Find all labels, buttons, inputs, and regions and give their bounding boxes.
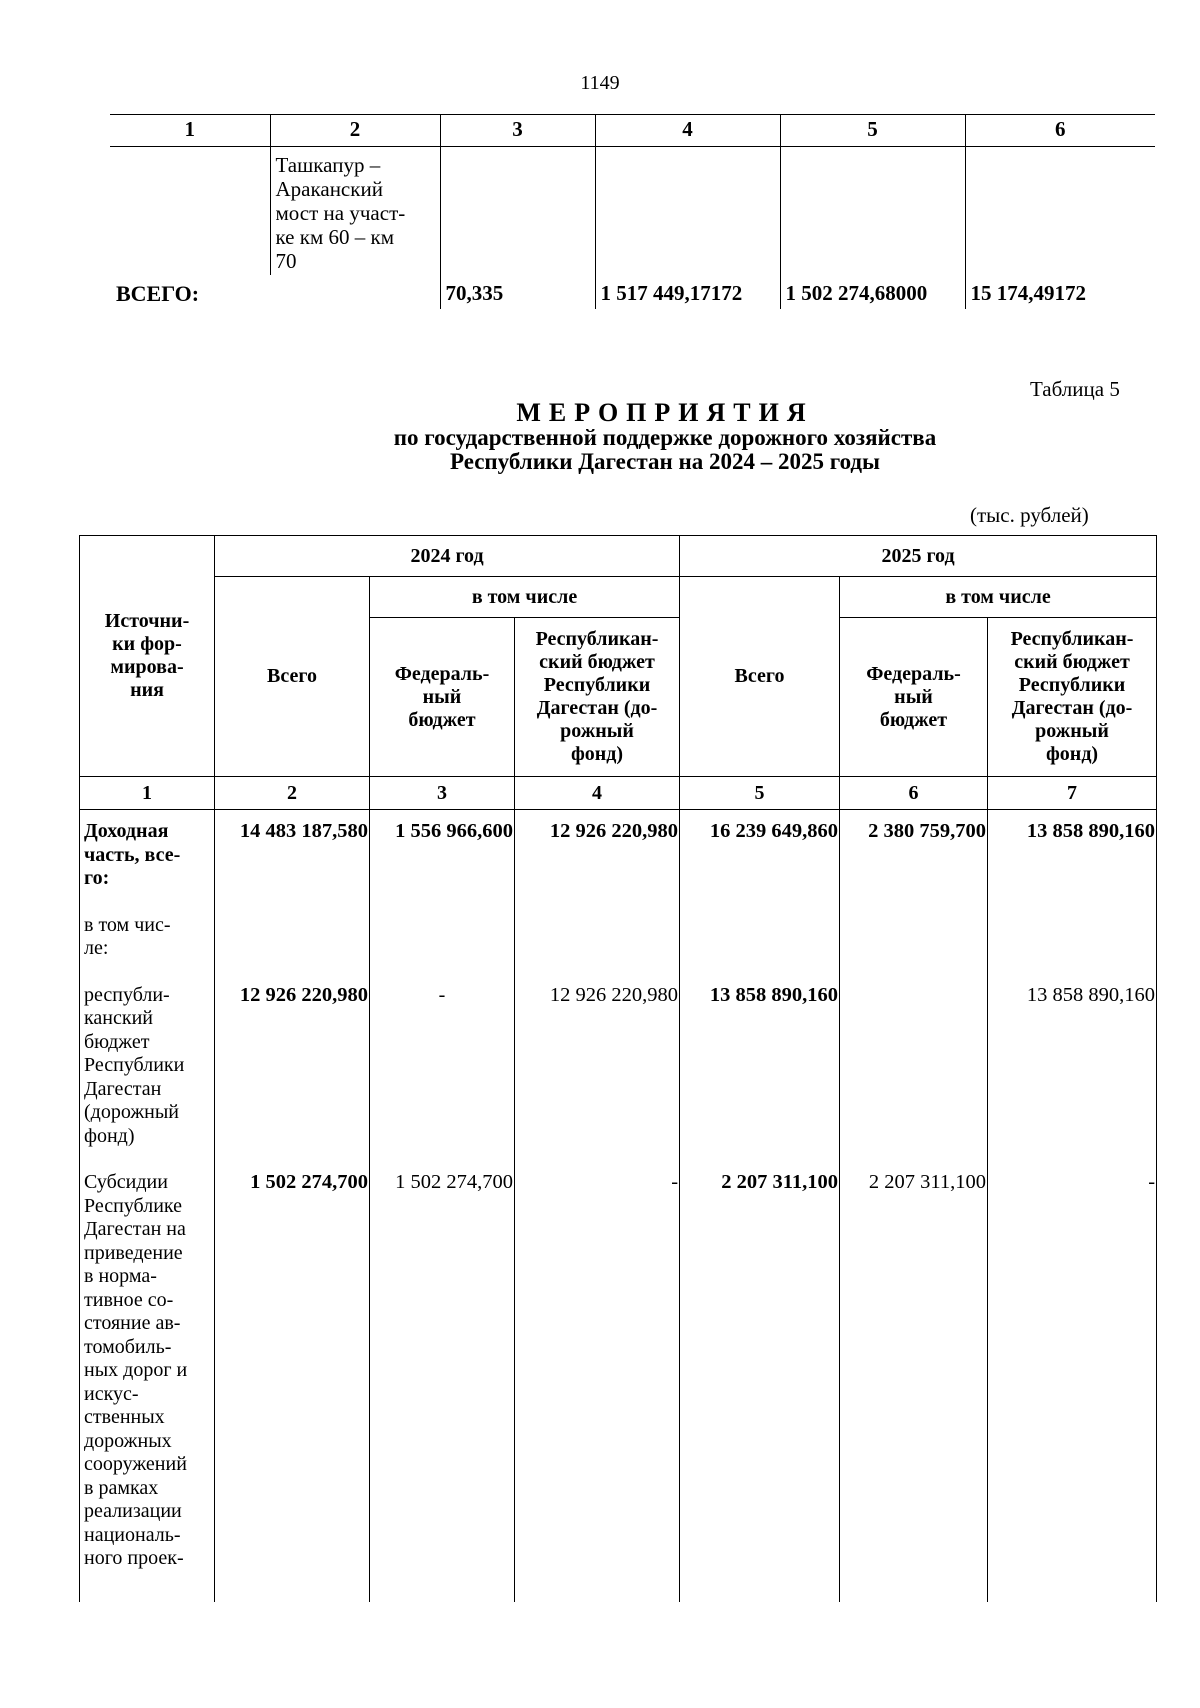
column-number: 5 — [780, 115, 965, 147]
column-numbers-row — [80, 777, 1157, 810]
value-cell: - — [988, 1149, 1157, 1602]
value-cell: 13 858 890,160 — [988, 962, 1157, 1150]
total-label: ВСЕГО: — [116, 281, 200, 306]
total-row — [110, 275, 1155, 309]
object-name-cell: Ташкапур – Араканский мост на участ- ке км 60 – км 70 — [270, 147, 440, 276]
header-year-2024: 2024 год — [215, 536, 680, 577]
value-cell: 12 926 220,980 — [515, 810, 680, 892]
total-length: 70,335 — [440, 275, 595, 309]
document-title: МЕРОПРИЯТИЯ — [516, 398, 814, 427]
table-row — [80, 1149, 1157, 1602]
column-number: 7 — [988, 777, 1157, 810]
row-label: Доходная часть, все- го: — [80, 810, 215, 892]
continuation-header-row — [110, 115, 1155, 147]
column-number: 4 — [515, 777, 680, 810]
value-cell — [840, 962, 988, 1150]
value-cell: - — [370, 962, 515, 1150]
value-cell: 12 926 220,980 — [515, 962, 680, 1150]
header-republic-2025: Республикан- ский бюджет Республики Дагестан (до- рожный фонд) — [988, 618, 1157, 777]
header-including-2024: в том числе — [370, 577, 680, 618]
total-republic: 15 174,49172 — [965, 275, 1155, 309]
total-federal: 1 502 274,68000 — [780, 275, 965, 309]
header-republic-2024: Республикан- ский бюджет Республики Дагестан (до- рожный фонд) — [515, 618, 680, 777]
column-number: 3 — [370, 777, 515, 810]
funding-table — [79, 535, 1157, 1602]
row-label: в том чис- ле: — [80, 892, 215, 962]
value-cell: 1 556 966,600 — [370, 810, 515, 892]
header-including-2025: в том числе — [840, 577, 1157, 618]
header-row-years — [80, 536, 1157, 577]
row-label: республи- канский бюджет Республики Дагестан (дорожный фонд) — [80, 962, 215, 1150]
continuation-row — [110, 147, 1155, 276]
value-cell: 13 858 890,160 — [988, 810, 1157, 892]
page-number: 1149 — [580, 72, 620, 94]
column-number: 2 — [215, 777, 370, 810]
header-federal-2024: Федераль- ный бюджет — [370, 618, 515, 777]
column-number: 5 — [680, 777, 840, 810]
value-cell: 16 239 649,860 — [680, 810, 840, 892]
value-cell: 1 502 274,700 — [215, 1149, 370, 1602]
value-cell: 2 380 759,700 — [840, 810, 988, 892]
column-number: 6 — [965, 115, 1155, 147]
total-sum: 1 517 449,17172 — [595, 275, 780, 309]
continuation-table — [110, 114, 1155, 309]
value-cell: 1 502 274,700 — [370, 1149, 515, 1602]
header-year-2025: 2025 год — [680, 536, 1157, 577]
table-row — [80, 962, 1157, 1150]
column-number: 1 — [110, 115, 270, 147]
column-number: 6 — [840, 777, 988, 810]
column-number: 4 — [595, 115, 780, 147]
header-total-2024: Всего — [215, 577, 370, 777]
header-total-2025: Всего — [680, 577, 840, 777]
column-number: 3 — [440, 115, 595, 147]
header-federal-2025: Федераль- ный бюджет — [840, 618, 988, 777]
value-cell: 12 926 220,980 — [215, 962, 370, 1150]
column-number: 2 — [270, 115, 440, 147]
value-cell: 13 858 890,160 — [680, 962, 840, 1150]
table-row — [80, 810, 1157, 892]
value-cell: 2 207 311,100 — [680, 1149, 840, 1602]
value-cell: 14 483 187,580 — [215, 810, 370, 892]
table-row — [80, 892, 1157, 962]
value-cell: - — [515, 1149, 680, 1602]
value-cell: 2 207 311,100 — [840, 1149, 988, 1602]
header-row-including — [80, 577, 1157, 618]
table-label: Таблица 5 — [1030, 377, 1120, 401]
row-label: Субсидии Республике Дагестан на приведение в норма- тивное со- стояние ав- томобиль- ных дорог и искус- ственных дорожных сооружений в рамках реализации националь- ного проек- — [80, 1149, 215, 1602]
document-subtitle: по государственной поддержке дорожного хозяйства Республики Дагестан на 2024 – 2025 годы — [393, 425, 937, 474]
units-label: (тыс. рублей) — [970, 503, 1089, 527]
column-number: 1 — [80, 777, 215, 810]
header-source: Источни- ки фор- мирова- ния — [80, 536, 215, 777]
